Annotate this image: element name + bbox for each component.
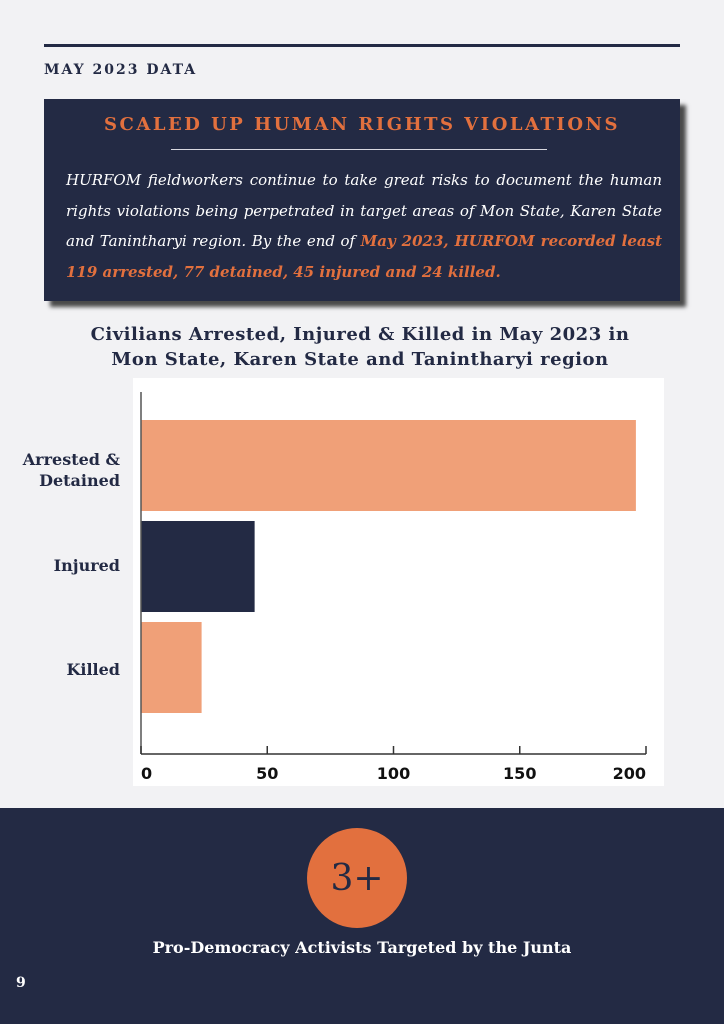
x-tick-label-50: 50 bbox=[256, 764, 279, 783]
callout-highlight: May 2023, HURFOM recorded least 119 arrested, 77 detained, 45 injured and 24 killed. bbox=[66, 232, 662, 281]
callout-body bbox=[66, 165, 662, 287]
top-divider bbox=[44, 44, 680, 47]
x-tick-label-100: 100 bbox=[376, 764, 411, 783]
page-number: 9 bbox=[16, 975, 26, 991]
callout-title: SCALED UP HUMAN RIGHTS VIOLATIONS bbox=[104, 114, 620, 135]
category-label-killed: Killed bbox=[66, 660, 120, 679]
chart-title bbox=[60, 322, 660, 372]
x-tick-label-0: 0 bbox=[141, 764, 153, 783]
chart-title-line-1: Civilians Arrested, Injured & Killed in May 2023 in bbox=[90, 324, 630, 345]
stat-caption: Pro-Democracy Activists Targeted by the Junta bbox=[152, 938, 572, 957]
category-label-arrested-detained: Arrested & Detained bbox=[22, 450, 120, 490]
bar-chart bbox=[133, 378, 664, 786]
bar-arrested-detained bbox=[141, 420, 636, 511]
callout-divider bbox=[171, 149, 547, 150]
stat-circle bbox=[307, 828, 407, 928]
violations-callout bbox=[44, 99, 680, 301]
x-tick-label-200: 200 bbox=[612, 764, 646, 783]
chart-title-line-2: Mon State, Karen State and Tanintharyi region bbox=[111, 349, 609, 370]
bar-killed bbox=[141, 622, 202, 713]
category-label-injured: Injured bbox=[53, 556, 120, 575]
chart-area bbox=[133, 378, 664, 786]
bar-injured bbox=[141, 521, 255, 612]
section-label: MAY 2023 DATA bbox=[44, 62, 198, 78]
callout-body-text: HURFOM fieldworkers continue to take great risks to document the human rights violations being perpetrated in target areas of Mon State, Karen State and Tanintharyi region. By the end of bbox=[66, 171, 662, 250]
stat-value: 3+ bbox=[330, 857, 384, 899]
x-tick-label-150: 150 bbox=[503, 764, 537, 783]
